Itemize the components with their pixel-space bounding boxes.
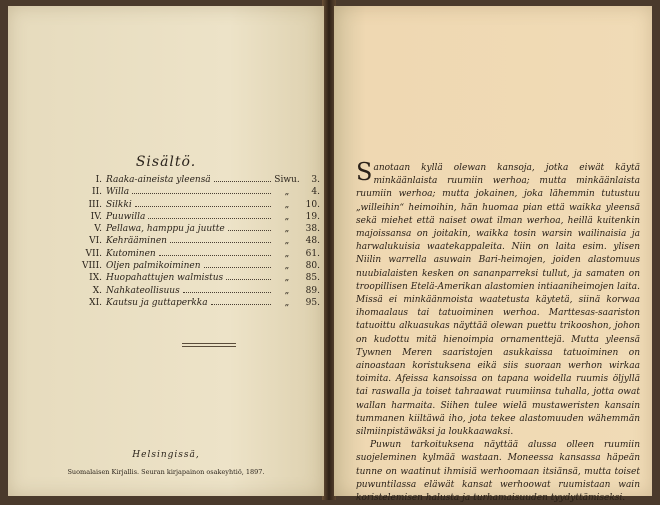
- toc-chapter-number: II.: [92, 187, 102, 198]
- toc-chapter-title: Oljen palmikoiminen: [106, 261, 201, 272]
- toc-leader-dots: [183, 286, 271, 293]
- toc-chapter-number: XI.: [89, 297, 102, 308]
- toc-ditto-mark: „: [284, 236, 290, 247]
- toc-row: [70, 211, 320, 223]
- toc-page-number: 61.: [305, 248, 320, 259]
- toc-leader-dots: [226, 273, 271, 280]
- toc-row: [70, 248, 320, 260]
- toc-row: [70, 260, 320, 272]
- left-page: [8, 6, 324, 496]
- toc-leader-dots: [204, 261, 271, 268]
- toc-row: [70, 297, 320, 309]
- toc-page-column-header: Siwu.: [274, 175, 300, 185]
- toc-leader-dots: [228, 224, 271, 231]
- toc-page-number: 38.: [305, 224, 320, 235]
- toc-chapter-title: Kehrääminen: [106, 236, 167, 247]
- toc-leader-dots: [159, 249, 271, 256]
- toc-page-number: 89.: [305, 285, 320, 296]
- imprint-line: Suomalaisen Kirjallis. Seuran kirjapainon osakeyhtiö, 1897.: [67, 468, 265, 476]
- imprint-place: Helsingissä,: [132, 450, 200, 460]
- toc-chapter-title: Kutominen: [106, 248, 156, 259]
- table-of-contents: [70, 174, 320, 309]
- toc-chapter-number: IX.: [89, 273, 102, 284]
- toc-page-number: 10.: [305, 199, 320, 210]
- toc-chapter-number: VI.: [89, 236, 102, 247]
- toc-ditto-mark: „: [284, 273, 290, 284]
- toc-chapter-number: V.: [94, 224, 102, 235]
- toc-leader-dots: [214, 175, 271, 182]
- toc-chapter-title: Silkki: [106, 199, 132, 210]
- toc-chapter-number: III.: [88, 199, 102, 210]
- toc-page-number: 85.: [305, 273, 320, 284]
- toc-chapter-number: I.: [95, 175, 102, 185]
- ornamental-rule: [182, 343, 236, 347]
- toc-ditto-mark: „: [284, 187, 290, 198]
- toc-page-number: 80.: [305, 261, 320, 272]
- paragraph-1: [356, 158, 640, 439]
- body-text: [356, 158, 640, 505]
- toc-leader-dots: [132, 187, 271, 194]
- drop-cap: S: [356, 158, 373, 186]
- toc-page-number: 48.: [305, 236, 320, 247]
- toc-chapter-title: Willa: [106, 187, 130, 198]
- toc-row: [70, 199, 320, 211]
- toc-leader-dots: [211, 298, 271, 305]
- toc-leader-dots: [135, 200, 271, 207]
- toc-ditto-mark: „: [284, 199, 290, 210]
- right-page: [334, 6, 652, 504]
- paragraph-2: Puwun tarkoituksena näyttää alussa olleen ruumiin suojeleminen kylmää wastaan. Moneessa kansassa häpeän tunne on waatinut ihmisiä werhoomaan itsiänsä, mutta toiset puwuntilassa eläwät kansat werhoowat ruumistaan wain koristelemisen halusta ja turhamaisuuden tyydyttämiseksi.: [356, 440, 640, 504]
- toc-ditto-mark: „: [284, 224, 290, 235]
- toc-chapter-number: VII.: [85, 248, 102, 259]
- toc-ditto-mark: „: [284, 285, 290, 296]
- toc-ditto-mark: „: [284, 211, 290, 222]
- toc-row: [70, 285, 320, 297]
- toc-page-number: 19.: [305, 211, 320, 222]
- toc-row: [70, 223, 320, 235]
- toc-title: Sisältö.: [135, 154, 197, 170]
- toc-ditto-mark: „: [284, 248, 290, 259]
- toc-page-number: 4.: [311, 187, 320, 198]
- toc-row: [70, 272, 320, 284]
- toc-chapter-title: Kautsu ja guttaperkka: [106, 297, 208, 308]
- toc-leader-dots: [170, 236, 271, 243]
- toc-row: [70, 186, 320, 198]
- toc-leader-dots: [148, 212, 271, 219]
- toc-row: [70, 174, 320, 186]
- toc-chapter-title: Pellawa, hamppu ja juutte: [106, 224, 225, 235]
- toc-row: [70, 235, 320, 247]
- toc-chapter-title: Nahkateollisuus: [106, 285, 180, 296]
- toc-chapter-number: VIII.: [81, 261, 102, 272]
- toc-page-number: 3.: [311, 175, 320, 185]
- toc-chapter-title: Huopahattujen walmistus: [106, 273, 224, 284]
- toc-chapter-title: Raaka-aineista yleensä: [106, 175, 211, 185]
- toc-page-number: 95.: [305, 297, 320, 308]
- toc-ditto-mark: „: [284, 297, 290, 308]
- paragraph-1-text: anotaan kyllä olewan kansoja, jotka eiwät käytä minkäänlaista ruumiin werhoa; mutta minkäänlaista ruumiin werhoa; mutta jokainen, joka lähemmin tutustuu „willeihin“ heimoihin, hän huomaa pian että waikka yleensä sekä miehet että naiset owat ilman werhoa, heillä kuitenkin majoissansa on joitakin, waikka tosin warsin wailinaisia ja harwalukuisia waatekappaleita. Niin on laita esim. ylisen Niilin warrella asuwain Bari-heimojen, joiden alastomuus nuubialaisten kesken on sananparreksi tullut, ja samaten on troopillisen Etelä-Amerikan alastomien intiaaniheimojen laita. Missä ei minkäänmoista waatetusta käytetä, siinä korwaa ihomaalaus tai tatuoiminen werhoa. Marttesas-saariston tatuoittu alkuasukas näyttää olewan puettu trikooshon, johon on kudottu mitä hienoimpia ornamenttejä. Mutta yleensä Tywnen Meren saaristojen asukkaissa tatuoiminen on ainoastaan koristuksena eikä siis suoraan werhon wirkaa toimita. Afeissa kansoissa on tapana woidella ruumis öljyllä tai raswalla ja toiset tahraawat ruumiinsa tuhalla, jotta owat wallan harmaita. Siihen tulee wielä mustaweristen kansain tummanen kiiltäwä iho, jota tekee alastomuuden wähemmän silmiinpistäwäksi ja loukkaawaksi.: [356, 163, 640, 438]
- toc-chapter-number: X.: [92, 285, 102, 296]
- toc-ditto-mark: „: [284, 261, 290, 272]
- toc-chapter-number: IV.: [90, 211, 102, 222]
- toc-chapter-title: Puuwilla: [106, 211, 146, 222]
